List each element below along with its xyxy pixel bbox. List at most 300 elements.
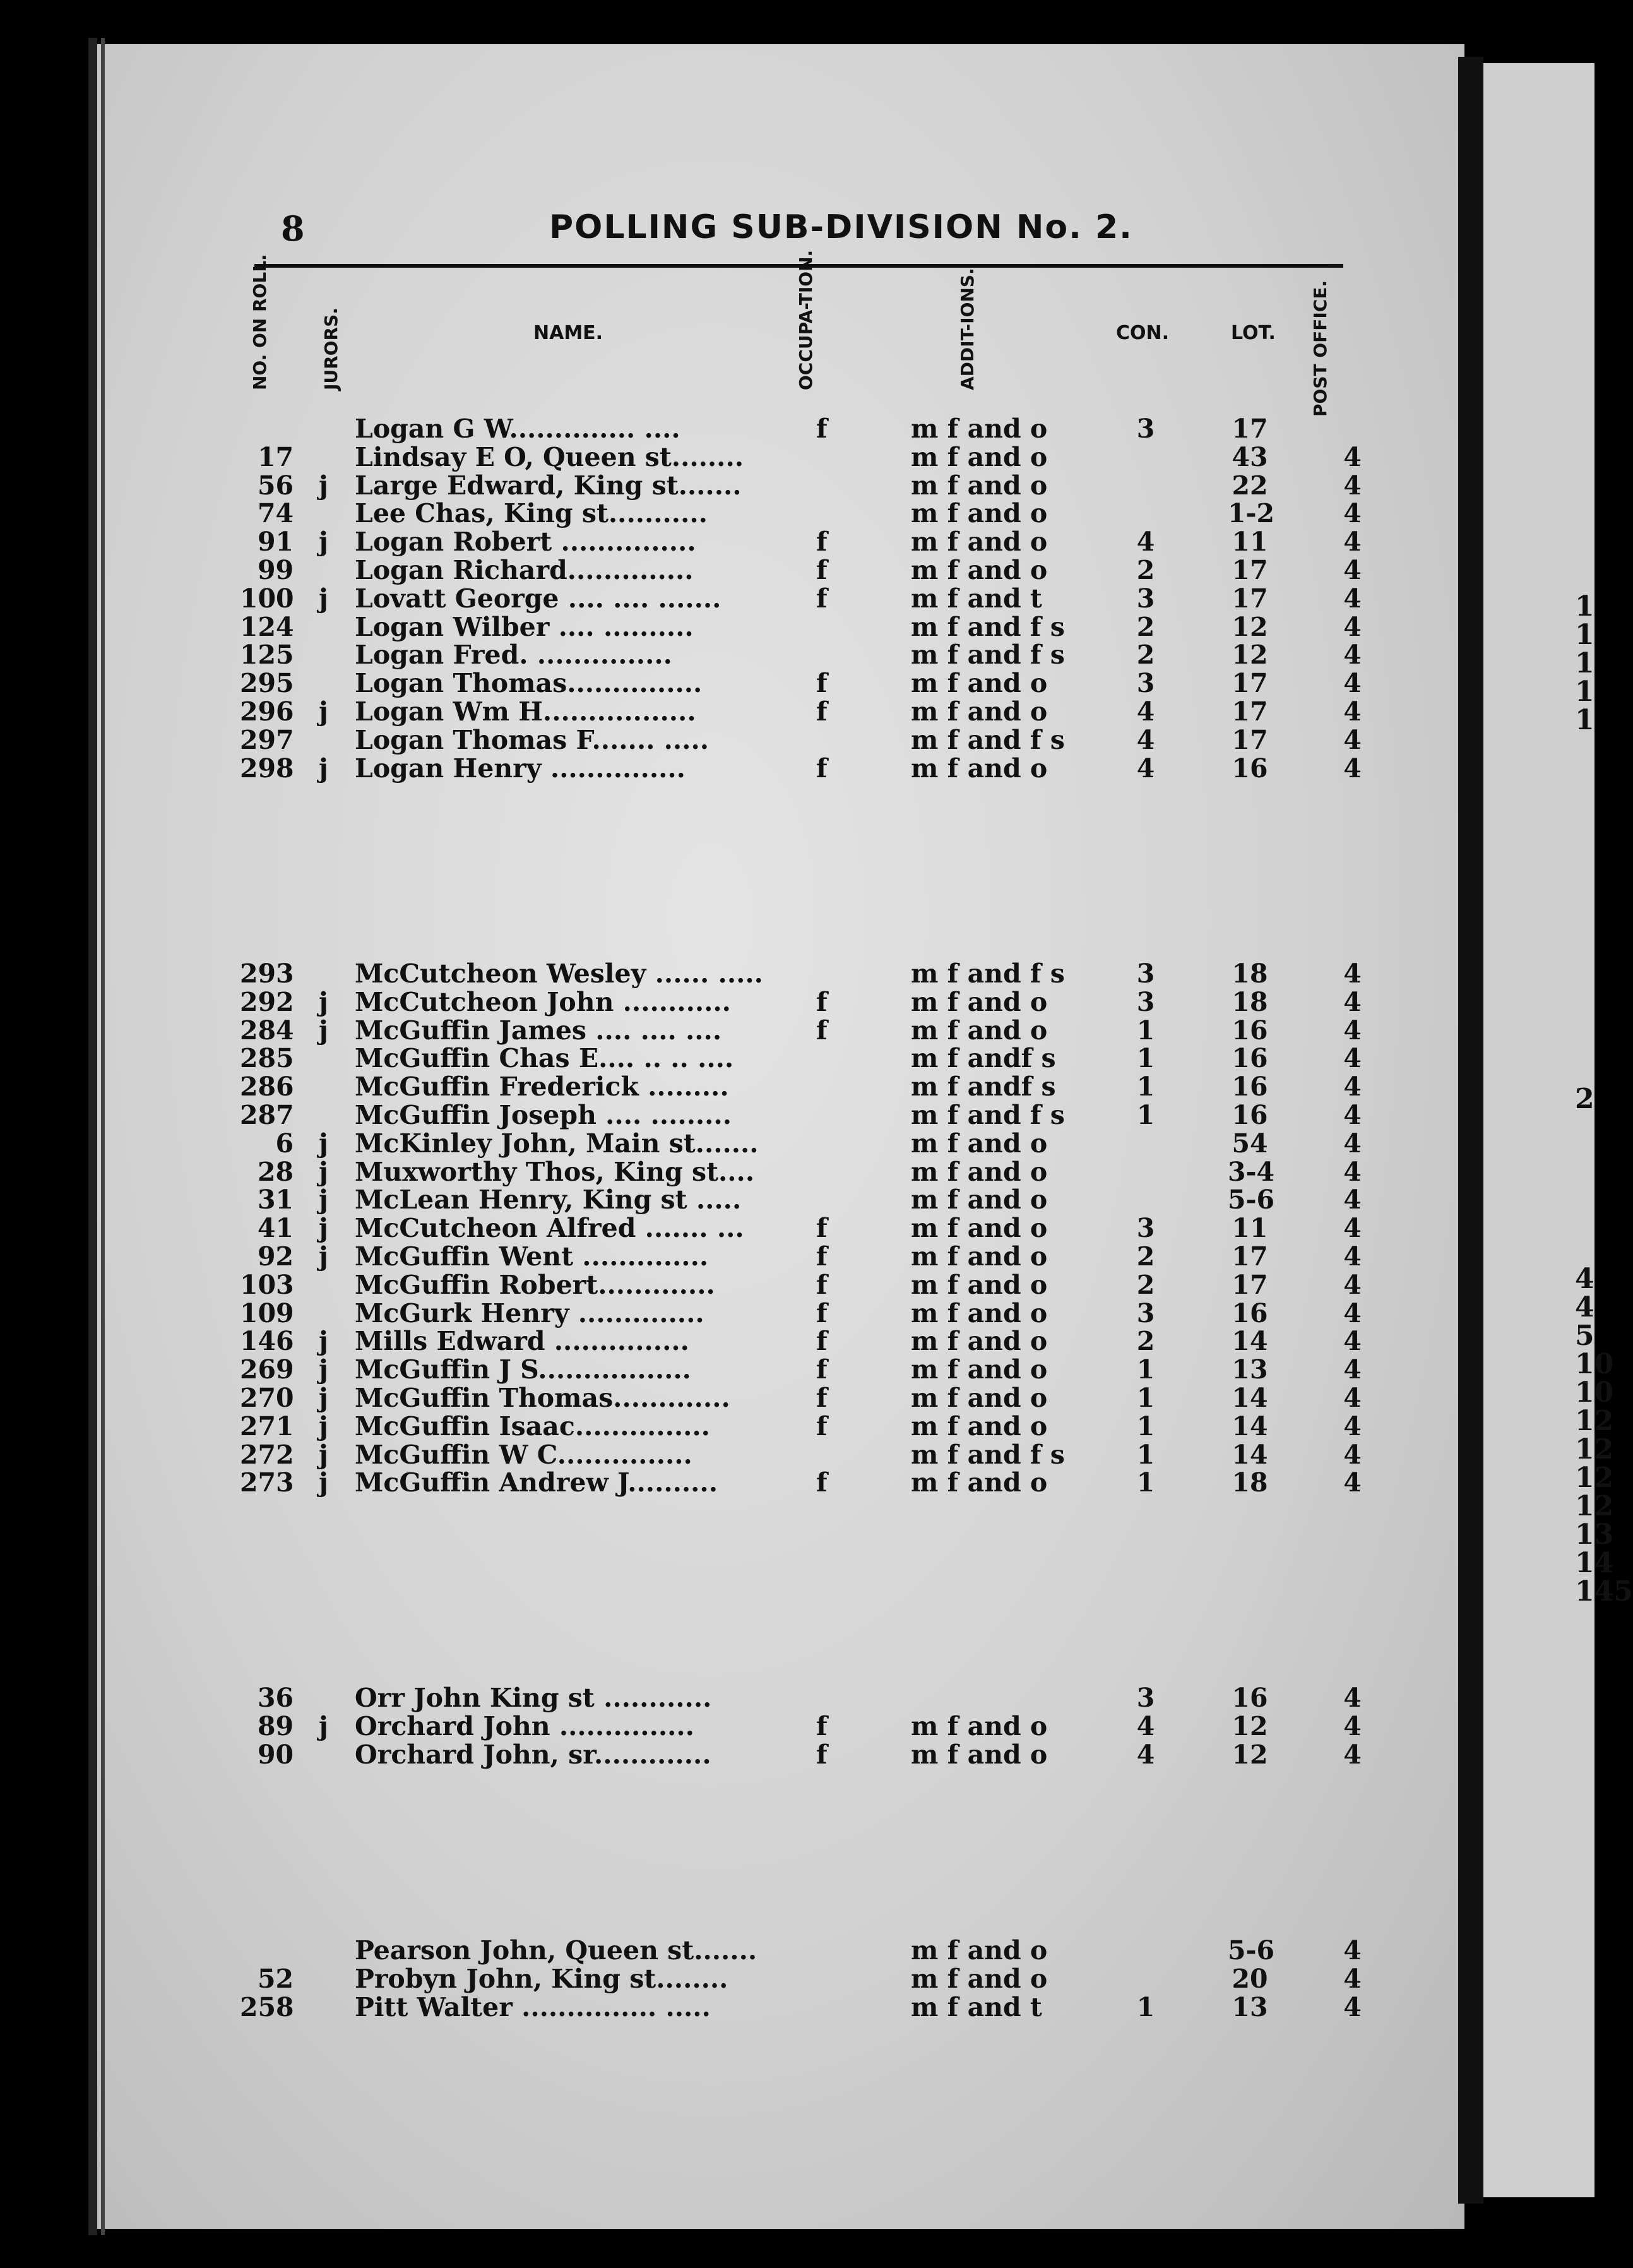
right-page-fragment: 10 [1575, 1348, 1614, 1380]
additions: m f and o [911, 1710, 1048, 1741]
post-office: 4 [1343, 1298, 1362, 1328]
lot: 16 [1232, 1071, 1268, 1102]
post-office: 4 [1343, 1383, 1362, 1413]
roll-entry [0, 668, 1389, 699]
occupation: f [816, 555, 828, 585]
col-post-office: POST OFFICE. [1310, 280, 1331, 417]
voter-name: Logan Richard.............. [355, 555, 694, 585]
right-page-fragment: 12 [1575, 1490, 1614, 1522]
additions: m f and f s [911, 611, 1065, 642]
lot: 5-6 [1228, 1935, 1275, 1966]
lot: 17 [1232, 1269, 1268, 1300]
additions: m f and o [911, 1241, 1048, 1272]
roll-entry [0, 958, 1389, 989]
post-office: 4 [1343, 1683, 1362, 1713]
voter-name: Pearson John, Queen st....... [355, 1935, 757, 1966]
roll-number: 284 [240, 1015, 294, 1046]
juror-mark: j [319, 1710, 328, 1741]
additions: m f and o [911, 1015, 1048, 1046]
post-office: 4 [1343, 958, 1362, 989]
post-office: 4 [1343, 611, 1362, 642]
additions: m f and o [911, 555, 1048, 585]
voter-name: Pitt Walter ............... ..... [355, 1991, 711, 2022]
roll-number: 17 [257, 441, 294, 472]
voter-name: McGurk Henry .............. [355, 1298, 704, 1328]
additions: m f and o [911, 1185, 1048, 1215]
lot: 17 [1232, 724, 1268, 755]
concession: 3 [1136, 1213, 1155, 1244]
roll-entry [0, 612, 1389, 640]
right-page-fragment: 4 [1575, 1263, 1594, 1295]
concession: 1 [1136, 1439, 1155, 1470]
concession: 4 [1136, 1739, 1155, 1770]
post-office: 4 [1343, 1043, 1362, 1074]
additions: m f and o [911, 668, 1048, 699]
lot: 11 [1232, 1213, 1268, 1244]
additions: m f and o [911, 1128, 1048, 1159]
roll-number: 273 [240, 1467, 294, 1498]
post-office: 4 [1343, 470, 1362, 501]
roll-entry [0, 1439, 1389, 1470]
additions: m f and f s [911, 640, 1065, 671]
voter-name: Logan Wm H................. [355, 696, 696, 727]
roll-number: 270 [240, 1383, 294, 1413]
roll-number: 74 [257, 498, 294, 529]
post-office: 4 [1343, 640, 1362, 671]
lot: 17 [1232, 1241, 1268, 1272]
concession: 3 [1136, 1683, 1155, 1713]
col-no-on-roll: NO. ON ROLL. [249, 254, 270, 390]
right-page-fragment: 12 [1575, 1433, 1614, 1465]
roll-number: 125 [240, 640, 294, 671]
roll-number: 146 [240, 1326, 294, 1357]
concession: 3 [1136, 958, 1155, 989]
lot: 5-6 [1228, 1185, 1275, 1215]
voter-name: McCutcheon John ............ [355, 986, 731, 1017]
additions: m f and o [911, 696, 1048, 727]
page-title: POLLING SUB-DIVISION No. 2. [549, 208, 1133, 246]
concession: 4 [1136, 527, 1155, 558]
additions: m f and t [911, 1991, 1042, 2022]
post-office: 4 [1343, 498, 1362, 529]
additions: m f and f s [911, 958, 1065, 989]
roll-entry [0, 1383, 1389, 1411]
juror-mark: j [319, 1354, 328, 1385]
roll-entry [0, 1739, 1389, 1770]
occupation: f [816, 696, 828, 727]
lot: 18 [1232, 986, 1268, 1017]
occupation: f [816, 1241, 828, 1272]
right-page-fragment: 1 [1575, 619, 1594, 651]
voter-name: Logan G W.............. .... [355, 414, 680, 444]
juror-mark: j [319, 1156, 328, 1187]
right-page-fragment: 14 [1575, 1547, 1614, 1579]
additions: m f and o [911, 1326, 1048, 1357]
concession: 2 [1136, 611, 1155, 642]
additions: m f and o [911, 1411, 1048, 1441]
roll-number: 103 [240, 1269, 294, 1300]
juror-mark: j [319, 1411, 328, 1441]
lot: 18 [1232, 1467, 1268, 1498]
roll-number: 109 [240, 1298, 294, 1328]
concession: 3 [1136, 1298, 1155, 1328]
voter-name: Logan Fred. ............... [355, 640, 672, 671]
lot: 12 [1232, 611, 1268, 642]
roll-entry [0, 1935, 1389, 1966]
roll-number: 124 [240, 611, 294, 642]
roll-number: 271 [240, 1411, 294, 1441]
concession: 3 [1136, 668, 1155, 699]
voter-name: McGuffin Joseph .... ......... [355, 1100, 732, 1130]
additions: m f and o [911, 1354, 1048, 1385]
additions: m f and o [911, 498, 1048, 529]
juror-mark: j [319, 1326, 328, 1357]
roll-entry [0, 1270, 1389, 1298]
roll-entry [0, 1241, 1389, 1272]
roll-entry [0, 1683, 1389, 1713]
roll-entry [0, 1992, 1389, 2020]
lot: 17 [1232, 414, 1268, 444]
lot: 43 [1232, 441, 1268, 472]
occupation: f [816, 1467, 828, 1498]
lot: 14 [1232, 1326, 1268, 1357]
occupation: f [816, 753, 828, 784]
post-office: 4 [1343, 1411, 1362, 1441]
roll-entry [0, 414, 1389, 444]
roll-entry [0, 1711, 1389, 1739]
roll-number: 41 [257, 1213, 294, 1244]
roll-number: 100 [240, 583, 294, 614]
lot: 12 [1232, 1710, 1268, 1741]
voter-name: Orchard John, sr............. [355, 1739, 711, 1770]
right-page-fragment: 145 [1575, 1575, 1633, 1608]
voter-name: McGuffin Andrew J.......... [355, 1467, 718, 1498]
post-office: 4 [1343, 1269, 1362, 1300]
occupation: f [816, 668, 828, 699]
concession: 3 [1136, 986, 1155, 1017]
roll-number: 56 [257, 470, 294, 501]
col-additions: ADDIT-IONS. [957, 268, 978, 390]
right-page-fragment: 4 [1575, 1291, 1594, 1323]
roll-entry [0, 1128, 1389, 1159]
roll-entry [0, 640, 1389, 671]
occupation: f [816, 1015, 828, 1046]
post-office: 4 [1343, 1015, 1362, 1046]
voter-name: Logan Robert ............... [355, 527, 696, 558]
lot: 22 [1232, 470, 1268, 501]
additions: m f and o [911, 1935, 1048, 1966]
additions: m f and o [911, 527, 1048, 558]
voter-name: McGuffin James .... .... .... [355, 1015, 722, 1046]
voter-name: Lindsay E O, Queen st........ [355, 441, 744, 472]
concession: 4 [1136, 724, 1155, 755]
juror-mark: j [319, 1241, 328, 1272]
concession: 1 [1136, 1991, 1155, 2022]
post-office: 4 [1343, 1156, 1362, 1187]
lot: 17 [1232, 555, 1268, 585]
right-page-fragment: 13 [1575, 1519, 1614, 1551]
voter-name: Lovatt George .... .... ....... [355, 583, 721, 614]
lot: 12 [1232, 640, 1268, 671]
occupation: f [816, 986, 828, 1017]
additions: m f and o [911, 1467, 1048, 1498]
juror-mark: j [319, 753, 328, 784]
concession: 2 [1136, 1269, 1155, 1300]
col-con: CON. [1116, 322, 1170, 344]
post-office: 4 [1343, 1739, 1362, 1770]
lot: 11 [1232, 527, 1268, 558]
additions: m f and f s [911, 1100, 1065, 1130]
juror-mark: j [319, 1439, 328, 1470]
additions: m f and o [911, 414, 1048, 444]
concession: 4 [1136, 753, 1155, 784]
lot: 1-2 [1228, 498, 1275, 529]
right-page-fragment: 1 [1575, 676, 1594, 708]
juror-mark: j [319, 986, 328, 1017]
roll-entry [0, 987, 1389, 1015]
voter-name: Mills Edward ............... [355, 1326, 689, 1357]
additions: m f and o [911, 986, 1048, 1017]
post-office: 4 [1343, 696, 1362, 727]
right-page-fragment: 1 [1575, 590, 1594, 623]
post-office: 4 [1343, 1354, 1362, 1385]
occupation: f [816, 527, 828, 558]
occupation: f [816, 1298, 828, 1328]
roll-number: 90 [257, 1739, 294, 1770]
roll-number: 292 [240, 986, 294, 1017]
post-office: 4 [1343, 1467, 1362, 1498]
voter-name: McGuffin J S................. [355, 1354, 691, 1385]
additions: m f and o [911, 1963, 1048, 1994]
concession: 3 [1136, 583, 1155, 614]
roll-number: 269 [240, 1354, 294, 1385]
lot: 17 [1232, 696, 1268, 727]
lot: 16 [1232, 1015, 1268, 1046]
roll-entry [0, 1467, 1389, 1498]
page-number: 8 [281, 208, 305, 249]
right-page-fragment: 5 [1575, 1320, 1594, 1352]
roll-entry [0, 1354, 1389, 1385]
voter-name: Orr John King st ............ [355, 1683, 712, 1713]
voter-name: McGuffin Frederick ......... [355, 1071, 729, 1102]
roll-entry [0, 442, 1389, 470]
occupation: f [816, 1710, 828, 1741]
roll-number: 295 [240, 668, 294, 699]
additions: m f and o [911, 753, 1048, 784]
right-page-fragment: 10 [1575, 1376, 1614, 1409]
post-office: 4 [1343, 1326, 1362, 1357]
juror-mark: j [319, 1213, 328, 1244]
col-jurors: JURORS. [321, 307, 341, 390]
roll-number: 272 [240, 1439, 294, 1470]
juror-mark: j [319, 470, 328, 501]
voter-name: Logan Thomas............... [355, 668, 703, 699]
juror-mark: j [319, 527, 328, 558]
additions: m f and o [911, 1156, 1048, 1187]
roll-entry [0, 1213, 1389, 1244]
concession: 3 [1136, 414, 1155, 444]
roll-number: 6 [275, 1128, 294, 1159]
concession: 2 [1136, 640, 1155, 671]
lot: 17 [1232, 668, 1268, 699]
lot: 16 [1232, 753, 1268, 784]
lot: 13 [1232, 1991, 1268, 2022]
additions: m f and o [911, 1298, 1048, 1328]
occupation: f [816, 1213, 828, 1244]
lot: 16 [1232, 1683, 1268, 1713]
roll-entry [0, 1298, 1389, 1326]
occupation: f [816, 414, 828, 444]
post-office: 4 [1343, 724, 1362, 755]
roll-number: 285 [240, 1043, 294, 1074]
lot: 16 [1232, 1298, 1268, 1328]
post-office: 4 [1343, 441, 1362, 472]
voter-name: McCutcheon Alfred ....... ... [355, 1213, 744, 1244]
post-office: 4 [1343, 1439, 1362, 1470]
concession: 1 [1136, 1467, 1155, 1498]
juror-mark: j [319, 1185, 328, 1215]
roll-entry [0, 1157, 1389, 1185]
roll-number: 52 [257, 1963, 294, 1994]
roll-number: 287 [240, 1100, 294, 1130]
roll-number: 286 [240, 1071, 294, 1102]
additions: m f and o [911, 1269, 1048, 1300]
roll-entry [0, 1411, 1389, 1439]
right-page-fragment: 1 [1575, 704, 1594, 736]
voter-name: McGuffin Thomas............. [355, 1383, 730, 1413]
post-office: 4 [1343, 1185, 1362, 1215]
concession: 1 [1136, 1411, 1155, 1441]
voter-name: Probyn John, King st........ [355, 1963, 728, 1994]
additions: m f and o [911, 470, 1048, 501]
roll-number: 92 [257, 1241, 294, 1272]
voter-name: McLean Henry, King st ..... [355, 1185, 742, 1215]
concession: 2 [1136, 555, 1155, 585]
post-office: 4 [1343, 668, 1362, 699]
juror-mark: j [319, 696, 328, 727]
post-office: 4 [1343, 527, 1362, 558]
occupation: f [816, 1269, 828, 1300]
occupation: f [816, 1411, 828, 1441]
additions: m f and t [911, 583, 1042, 614]
post-office: 4 [1343, 1213, 1362, 1244]
roll-entry [0, 555, 1389, 583]
occupation: f [816, 1354, 828, 1385]
concession: 2 [1136, 1326, 1155, 1357]
roll-entry [0, 498, 1389, 529]
juror-mark: j [319, 1467, 328, 1498]
right-page-fragment: 12 [1575, 1462, 1614, 1494]
lot: 18 [1232, 958, 1268, 989]
roll-number: 31 [257, 1185, 294, 1215]
col-occupation: OCCUPA-TION. [795, 249, 816, 390]
right-page-fragment: 12 [1575, 1405, 1614, 1437]
post-office: 4 [1343, 1128, 1362, 1159]
lot: 14 [1232, 1383, 1268, 1413]
juror-mark: j [319, 1128, 328, 1159]
right-page-fragment: 1 [1575, 647, 1594, 679]
concession: 1 [1136, 1354, 1155, 1385]
concession: 1 [1136, 1043, 1155, 1074]
roll-entry [0, 470, 1389, 501]
gutter [1458, 57, 1483, 2204]
lot: 12 [1232, 1739, 1268, 1770]
roll-entry [0, 1071, 1389, 1102]
roll-entry [0, 753, 1389, 784]
concession: 4 [1136, 1710, 1155, 1741]
voter-name: McGuffin Robert............. [355, 1269, 715, 1300]
concession: 1 [1136, 1100, 1155, 1130]
voter-name: Orchard John ............... [355, 1710, 694, 1741]
voter-name: Lee Chas, King st........... [355, 498, 708, 529]
voter-name: McCutcheon Wesley ...... ..... [355, 958, 763, 989]
roll-number: 28 [257, 1156, 294, 1187]
roll-entry [0, 1100, 1389, 1128]
lot: 17 [1232, 583, 1268, 614]
voter-name: McKinley John, Main st....... [355, 1128, 759, 1159]
lot: 16 [1232, 1043, 1268, 1074]
lot: 20 [1232, 1963, 1268, 1994]
post-office: 4 [1343, 986, 1362, 1017]
col-name: NAME. [533, 322, 603, 344]
voter-name: Muxworthy Thos, King st.... [355, 1156, 755, 1187]
lot: 16 [1232, 1100, 1268, 1130]
voter-name: McGuffin W C............... [355, 1439, 692, 1470]
roll-entry [0, 1326, 1389, 1357]
additions: m f and f s [911, 1439, 1065, 1470]
concession: 1 [1136, 1383, 1155, 1413]
post-office: 4 [1343, 1710, 1362, 1741]
roll-number: 293 [240, 958, 294, 989]
post-office: 4 [1343, 555, 1362, 585]
lot: 14 [1232, 1439, 1268, 1470]
roll-number: 36 [257, 1683, 294, 1713]
roll-number: 297 [240, 724, 294, 755]
concession: 2 [1136, 1241, 1155, 1272]
post-office: 4 [1343, 1100, 1362, 1130]
post-office: 4 [1343, 1071, 1362, 1102]
roll-number: 99 [257, 555, 294, 585]
additions: m f andf s [911, 1043, 1056, 1074]
roll-entry [0, 1043, 1389, 1074]
post-office: 4 [1343, 1935, 1362, 1966]
concession: 1 [1136, 1015, 1155, 1046]
additions: m f and f s [911, 724, 1065, 755]
voter-name: McGuffin Isaac............... [355, 1411, 710, 1441]
additions: m f and o [911, 1213, 1048, 1244]
roll-number: 296 [240, 696, 294, 727]
voter-name: Large Edward, King st....... [355, 470, 742, 501]
roll-entry [0, 1185, 1389, 1215]
post-office: 4 [1343, 583, 1362, 614]
roll-entry [0, 583, 1389, 614]
additions: m f andf s [911, 1071, 1056, 1102]
voter-name: Logan Thomas F....... ..... [355, 724, 710, 755]
col-lot: LOT. [1231, 322, 1276, 344]
lot: 54 [1232, 1128, 1268, 1159]
voter-name: Logan Wilber .... .......... [355, 611, 694, 642]
occupation: f [816, 1326, 828, 1357]
concession: 1 [1136, 1071, 1155, 1102]
voter-name: Logan Henry ............... [355, 753, 686, 784]
occupation: f [816, 1383, 828, 1413]
juror-mark: j [319, 1015, 328, 1046]
voter-name: McGuffin Went .............. [355, 1241, 709, 1272]
right-page [1483, 63, 1594, 2197]
juror-mark: j [319, 1383, 328, 1413]
right-page-fragment: 2 [1575, 1083, 1594, 1115]
additions: m f and o [911, 1739, 1048, 1770]
